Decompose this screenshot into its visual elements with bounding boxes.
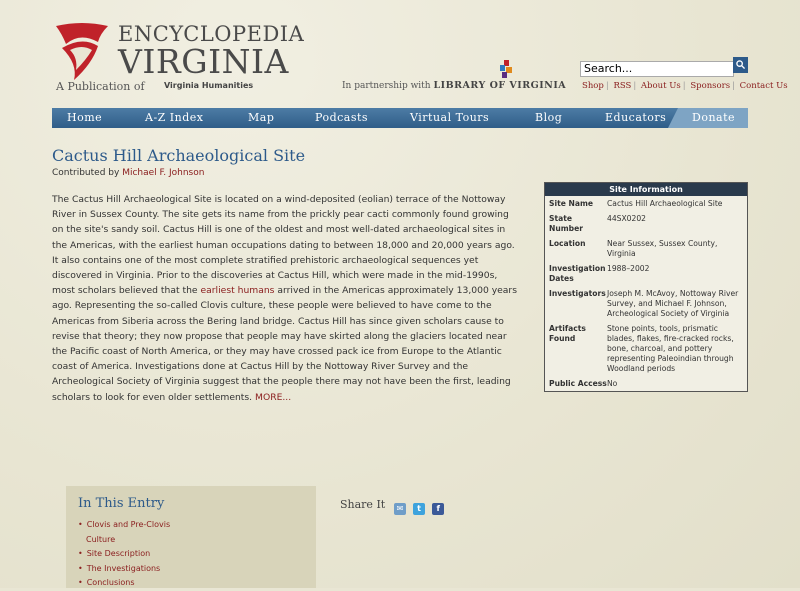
nav-blog[interactable]: Blog [535, 111, 563, 124]
logo-mark-icon [52, 20, 112, 82]
toc-item[interactable]: • Site Description [78, 549, 151, 558]
infobox-row [545, 376, 747, 391]
infobox-value: No [607, 379, 618, 388]
byline-label: Contributed by [52, 168, 120, 178]
infobox-row [545, 196, 747, 211]
link-shop[interactable]: Shop [582, 81, 604, 91]
utility-links: Shop | RSS | About Us | Sponsors | Contact Us [582, 81, 788, 91]
toc-item-continued[interactable] [78, 533, 170, 548]
infobox-label: Artifacts Found [549, 324, 586, 343]
main-nav [52, 108, 748, 128]
infobox-label: State Number [549, 214, 584, 233]
byline [52, 168, 204, 178]
nav-map[interactable]: Map [248, 111, 275, 124]
link-contact-us[interactable]: Contact Us [739, 81, 788, 91]
search-box [580, 57, 734, 77]
search-button[interactable] [733, 57, 748, 73]
toc-label: Conclusions [86, 578, 135, 587]
nav-educators[interactable]: Educators [605, 111, 667, 124]
body-text-2: arrived in the Americas approximately 13,000 years ago. Representing the so-called Clovis culture, these people were believed to have come to the Americas from Siberia across the Bering land bridge. Cactus Hill has since given scholars cause to revise that theory; they now propose that people may have skirted along the glaciers located near the Pacific coast of North America, or they may have crossed pack ice from Europe to the Atlantic coast of America. Investigations done at Cactus Hill by the Nottoway River Survey and the Archeological Society of Virginia suggest that the people there may not have been the first, leading scholars to look for even older settlements. [52, 285, 518, 403]
search-icon [736, 60, 745, 69]
infobox-value: Stone points, tools, prismatic blades, flakes, fire-cracked rocks, bone, charcoal, and pottery representing Paleoindian through Woodland periods [607, 324, 734, 373]
partner-name[interactable]: LIBRARY OF VIRGINIA [433, 80, 567, 91]
infobox-row [545, 211, 747, 236]
entry-toc [78, 518, 170, 591]
logo-text-top: ENCYCLOPEDIA [118, 22, 305, 46]
author-link[interactable]: Michael F. Johnson [122, 168, 205, 178]
toc-label: The Investigations [86, 563, 161, 573]
share-icons [394, 496, 446, 515]
infobox-title: Site Information [545, 183, 747, 196]
article-body [52, 192, 518, 405]
publication-label: A Publication of [56, 80, 145, 93]
toc-item[interactable]: • Clovis and Pre-Clovis [78, 520, 171, 529]
infobox-label: Site Name [549, 199, 594, 208]
infobox-value: 44SX0202 [607, 214, 647, 223]
library-of-virginia-icon [498, 60, 514, 78]
infobox-value: Joseph M. McAvoy, Nottoway River Survey, and Michael F. Johnson, Archeological Society of Virginia [607, 289, 739, 318]
partnership-label: In partnership with [342, 81, 431, 91]
infobox-row [545, 286, 747, 321]
toc-label: Clovis and Pre-Clovis [86, 520, 171, 529]
nav-az-index[interactable]: A-Z Index [145, 111, 204, 124]
infobox-row [545, 236, 747, 261]
infobox-label: Public Access [549, 379, 607, 388]
infobox-label: Investigators [549, 289, 606, 298]
facebook-icon[interactable]: f [432, 503, 444, 515]
logo-text-bottom: VIRGINIA [118, 42, 289, 81]
body-text-1: The Cactus Hill Archaeological Site is located on a wind-deposited (eolian) terrace of the Nottoway River in Sussex County. The site gets its name from the prickly pear cacti commonly found growing on the site's sandy soil. Cactus Hill is one of the oldest and most well-dated archaeological sites in the Americas, with the earliest human occupations dating to between 18,000 and 20,000 years ago. It also contains one of the most complete stratified prehistoric archaeological sequences yet discovered in Virginia. Prior to the discoveries at Cactus Hill, which were made in the mid-1990s, most scholars believed that the [52, 194, 515, 297]
search-input[interactable] [580, 61, 734, 77]
more-link[interactable]: MORE... [255, 391, 292, 403]
in-this-entry-title: In This Entry [78, 496, 165, 511]
site-information-box [544, 182, 748, 392]
infobox-value: Cactus Hill Archaeological Site [607, 199, 723, 208]
earliest-humans-link[interactable]: earliest humans [200, 285, 275, 297]
publisher-name: Virginia Humanities [164, 81, 254, 90]
twitter-icon[interactable]: t [413, 503, 425, 515]
email-icon[interactable]: ✉ [394, 503, 406, 515]
nav-donate[interactable]: Donate [692, 111, 736, 124]
infobox-value: 1988–2002 [607, 264, 650, 273]
link-rss[interactable]: RSS [613, 81, 632, 91]
infobox-label: Investigation Dates [549, 264, 606, 283]
toc-item[interactable]: • The Investigations [78, 563, 161, 573]
partnership-line [342, 80, 566, 91]
link-sponsors[interactable]: Sponsors [690, 81, 731, 91]
toc-item[interactable]: • Conclusions [78, 578, 135, 587]
toc-label: Site Description [86, 549, 151, 558]
share-label: Share It [340, 498, 386, 511]
page-title: Cactus Hill Archaeological Site [52, 146, 306, 165]
infobox-row [545, 261, 747, 286]
toc-label: Culture [86, 534, 116, 544]
nav-virtual-tours[interactable]: Virtual Tours [410, 111, 490, 124]
in-this-entry-panel [66, 486, 316, 588]
link-about-us[interactable]: About Us [640, 81, 681, 91]
infobox-label: Location [549, 239, 586, 248]
nav-home[interactable]: Home [67, 111, 103, 124]
infobox-row [545, 321, 747, 376]
nav-podcasts[interactable]: Podcasts [315, 111, 369, 124]
infobox-value: Near Sussex, Sussex County, Virginia [607, 239, 718, 258]
